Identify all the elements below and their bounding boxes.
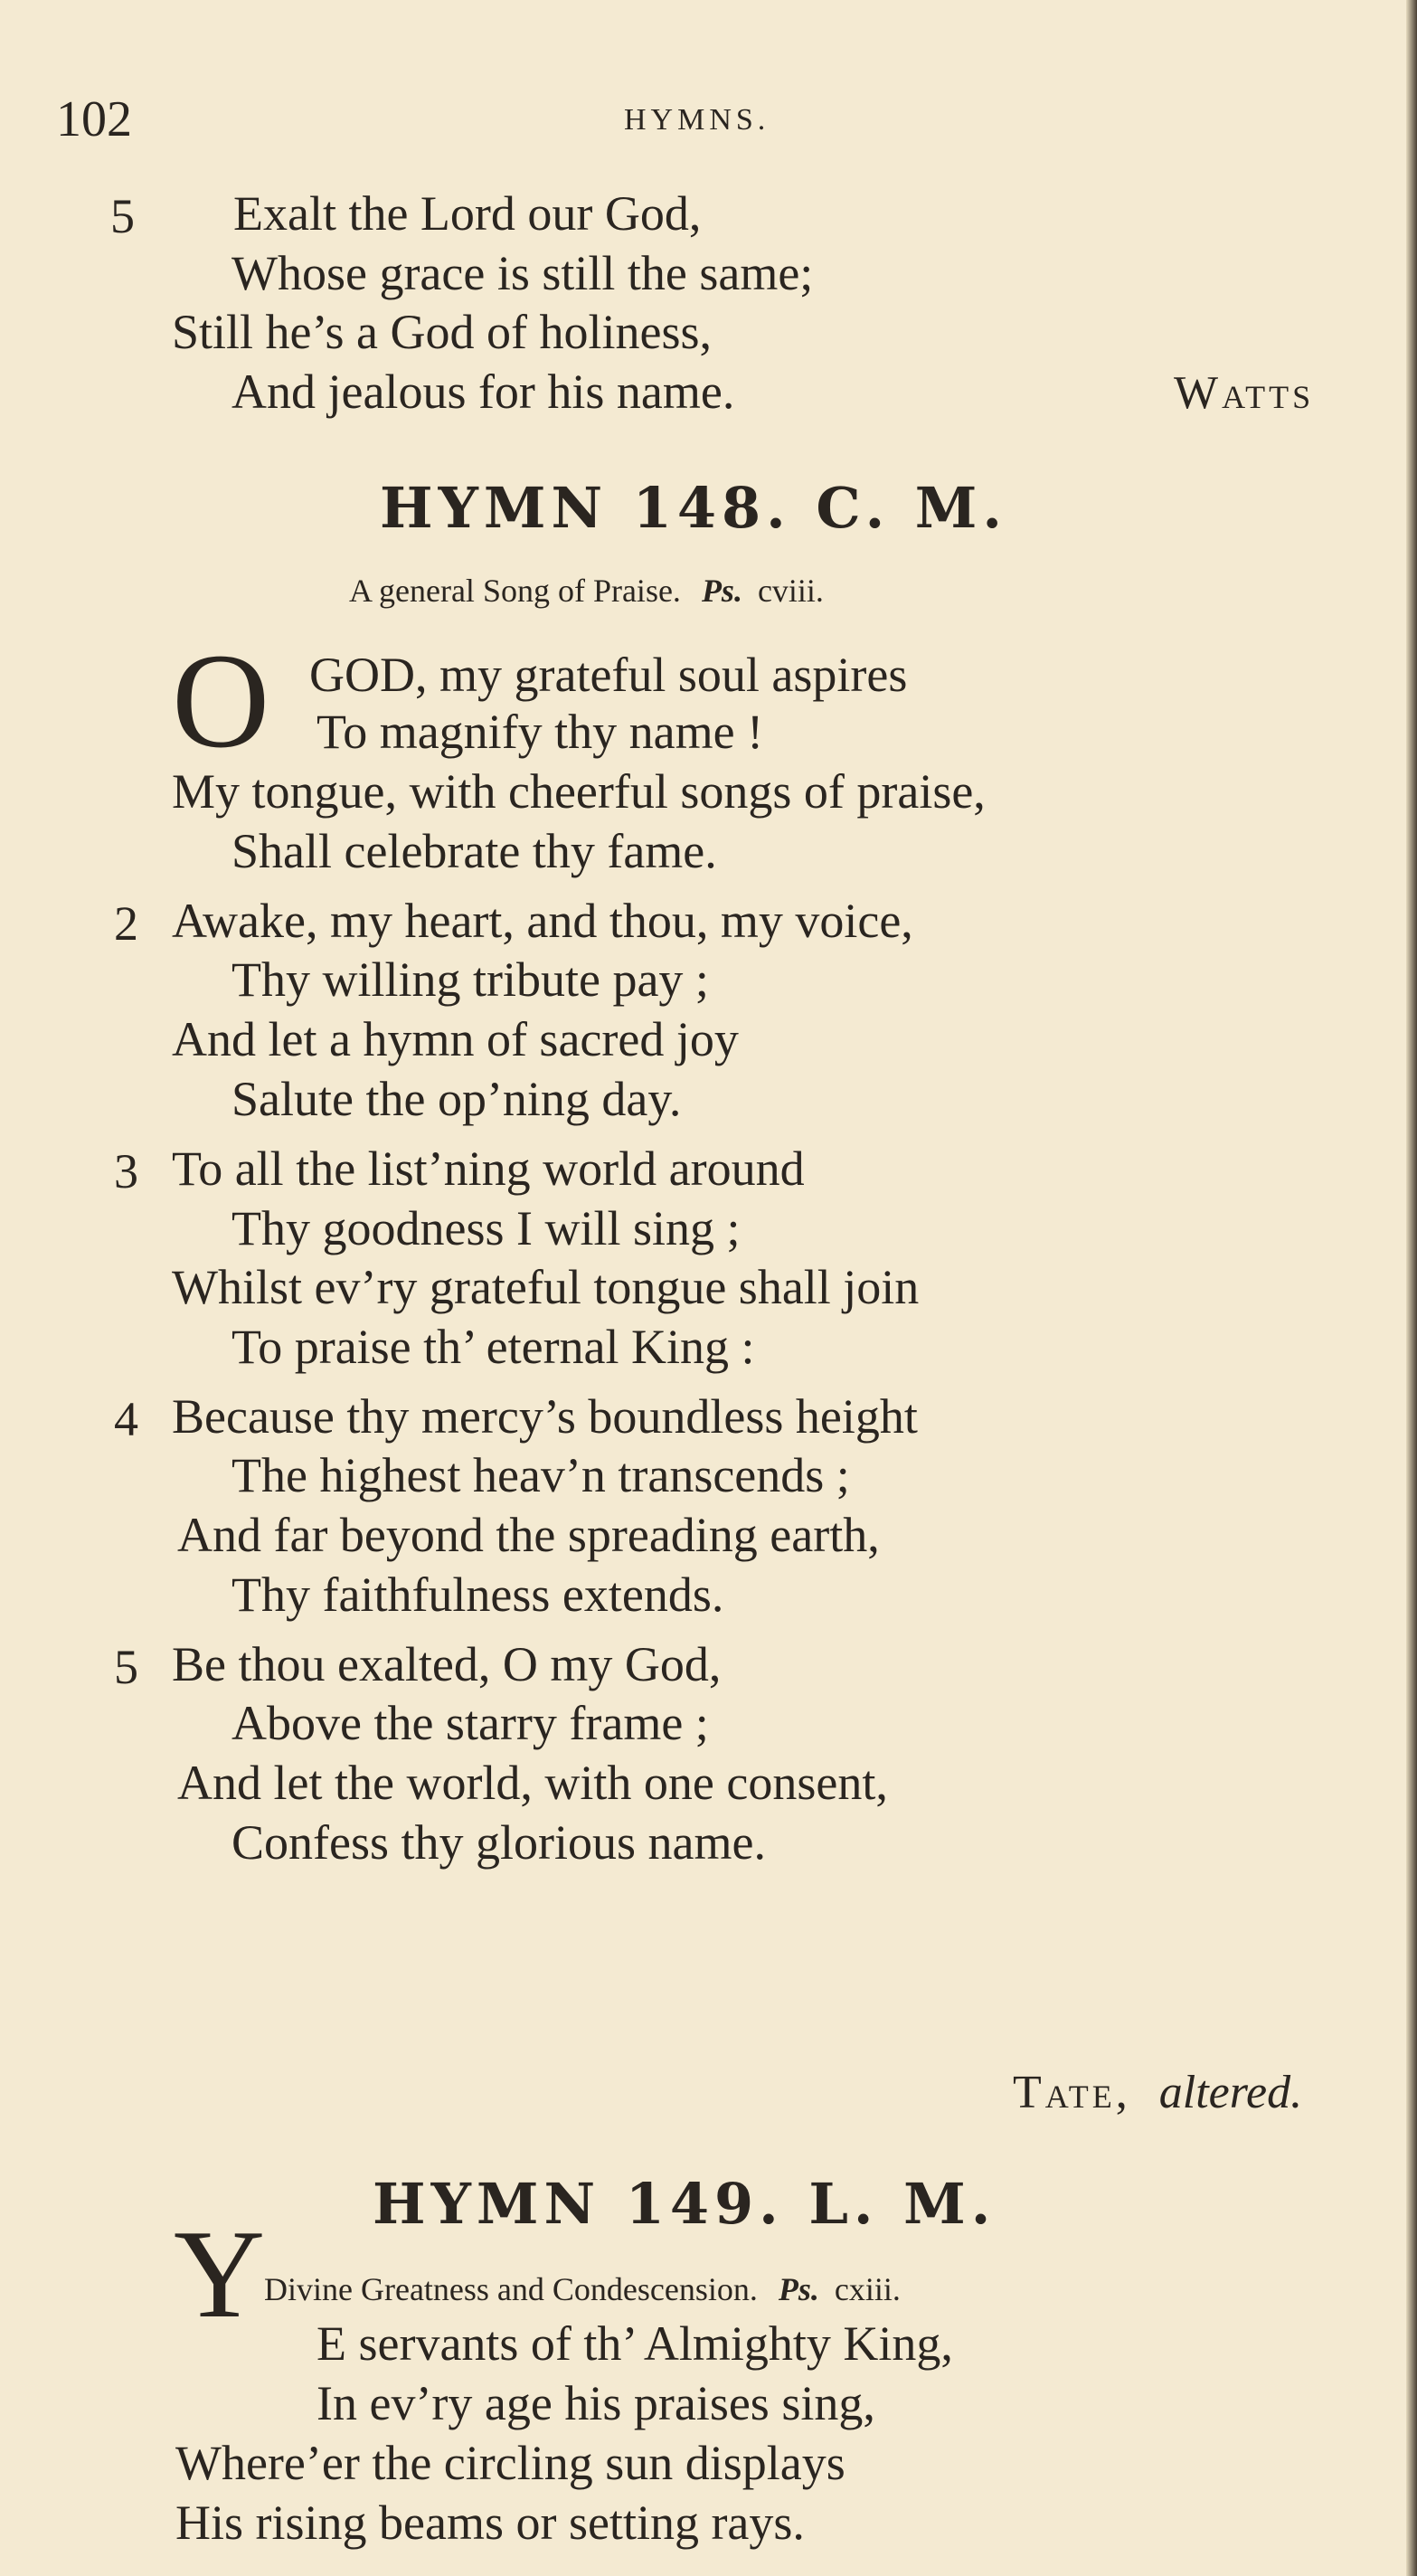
verse-line: Still he’s a God of holiness, (172, 305, 712, 359)
verse-line: In ev’ry age his praises sing, (316, 2376, 875, 2430)
hymn-subtitle (264, 2270, 901, 2308)
verse-line-row (114, 1882, 136, 1942)
verse-line: Thy goodness I will sing ; (231, 1201, 741, 1255)
verse-line: E servants of th’ Almighty King, (316, 2316, 953, 2371)
psalm-label: Ps. (701, 573, 742, 609)
verse-number: 5 (114, 1640, 138, 1694)
verse-line: Awake, my heart, and thou, my voice, (172, 894, 913, 948)
verse-line: To all the list’ning world around (172, 1141, 805, 1196)
verse-line: And let a hymn of sacred joy (172, 1012, 739, 1066)
verse-line: Exalt the Lord our God, (233, 186, 702, 241)
verse-line: Where’er the circling sun displays (175, 2436, 845, 2490)
subtitle-text: Divine Greatness and Condescension. (264, 2271, 758, 2307)
verse-line: His rising beams or setting rays. (175, 2496, 805, 2550)
page-number: 102 (56, 91, 132, 147)
verse-line: And jealous for his name. (231, 365, 735, 419)
verse-line: Be thou exalted, O my God, (172, 1637, 722, 1691)
verse-line: And let the world, with one consent, (177, 1756, 888, 1810)
hymn-title: HYMN 148. C. M. (380, 475, 1007, 541)
verse-line: To magnify thy name ! (316, 705, 764, 759)
psalm-number: cviii. (757, 573, 824, 609)
verse-number: 2 (114, 896, 138, 951)
psalm-number: cxiii. (834, 2271, 901, 2307)
psalm-label: Ps. (778, 2271, 819, 2307)
verse-line: Salute the op’ning day. (231, 1072, 682, 1126)
verse-line: To praise th’ eternal King : (231, 1320, 755, 1374)
verse-number: 5 (110, 189, 135, 243)
verse-line: And far beyond the spreading earth, (177, 1508, 880, 1562)
verse-line: Shall celebrate thy fame. (231, 824, 717, 878)
hymn-subtitle (349, 572, 824, 610)
author-attribution (1013, 2066, 1302, 2119)
verse-line: Thy faithfulness extends. (231, 1567, 724, 1622)
drop-cap: Y (174, 2204, 266, 2344)
verse-line: Thy willing tribute pay ; (231, 952, 709, 1007)
hymn-title: HYMN 149. L. M. (373, 2171, 997, 2237)
verse-line: Whose grace is still the same; (231, 246, 814, 300)
page-edge-shadow (1406, 0, 1417, 2576)
running-title: HYMNS. (624, 103, 770, 137)
drop-cap: O (172, 626, 270, 776)
verse-number: 4 (114, 1392, 138, 1446)
attribution-note: altered. (1158, 2067, 1303, 2118)
verse-line: Because thy mercy’s boundless height (172, 1389, 918, 1444)
author-attribution: Watts (1174, 367, 1315, 419)
verse-line: Whilst ev’ry grateful tongue shall join (172, 1260, 920, 1314)
verse-line: The highest heav’n transcends ; (231, 1448, 850, 1502)
subtitle-text: A general Song of Praise. (349, 573, 681, 609)
verse-number: 3 (114, 1144, 138, 1198)
author-name: Tate, (1013, 2067, 1131, 2118)
verse-line: Confess thy glorious name. (231, 1815, 766, 1870)
verse-line: GOD, my grateful soul aspires (309, 648, 908, 702)
verse-line: Above the starry frame ; (231, 1696, 709, 1750)
verse-line: My tongue, with cheerful songs of praise, (172, 764, 986, 819)
